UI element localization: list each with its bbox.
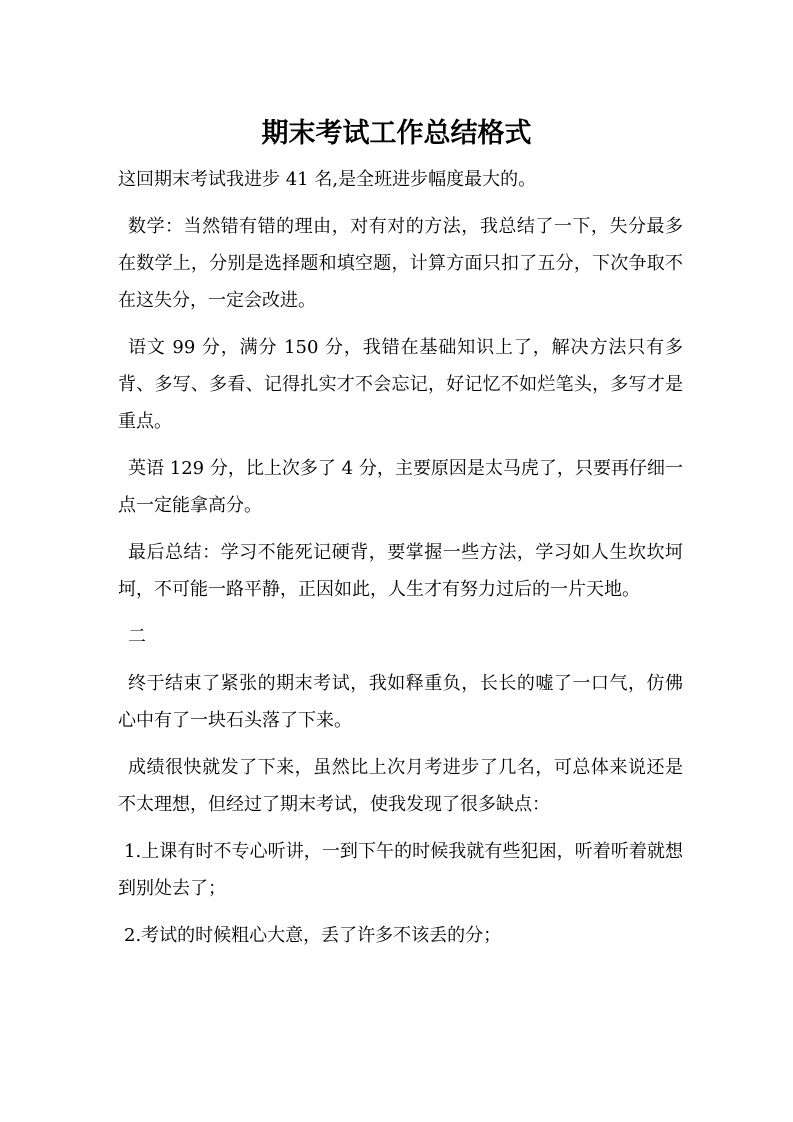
document-title: 期末考试工作总结格式	[261, 118, 532, 150]
paragraph-summary: 最后总结：学习不能死记硬背，要掌握一些方法，学习如人生坎坎坷坷，不可能一路平静，正因如此，人生才有努力过后的一片天地。	[118, 542, 683, 600]
paragraph-intro: 这回期末考试我进步 41 名,是全班进步幅度最大的。	[118, 169, 537, 190]
document-body	[118, 161, 683, 954]
paragraph-results: 成绩很快就发了下来，虽然比上次月考进步了几名，可总体来说还是不太理想，但经过了期末考试，使我发现了很多缺点：	[118, 757, 683, 815]
section-heading-two: 二	[128, 626, 146, 647]
list-item-1: 1.上课有时不专心听讲，一到下午的时候我就有些犯困，听着听着就想到别处去了；	[118, 841, 683, 899]
paragraph-math: 数学：当然错有错的理由，对有对的方法，我总结了一下，失分最多在数学上，分别是选择题和填空题，计算方面只扣了五分，下次争取不在这失分，一定会改进。	[118, 216, 683, 311]
paragraph-chinese: 语文 99 分，满分 150 分，我错在基础知识上了，解决方法只有多背、多写、多看、记得扎实才不会忘记，好记忆不如烂笔头，多写才是重点。	[118, 337, 683, 432]
paragraph-english: 英语 129 分，比上次多了 4 分，主要原因是太马虎了，只要再仔细一点一定能拿高分。	[118, 458, 683, 516]
list-item-2: 2.考试的时候粗心大意，丢了许多不该丢的分；	[124, 925, 502, 946]
paragraph-exam-end: 终于结束了紧张的期末考试，我如释重负，长长的嘘了一口气，仿佛心中有了一块石头落了下来。	[118, 673, 683, 731]
